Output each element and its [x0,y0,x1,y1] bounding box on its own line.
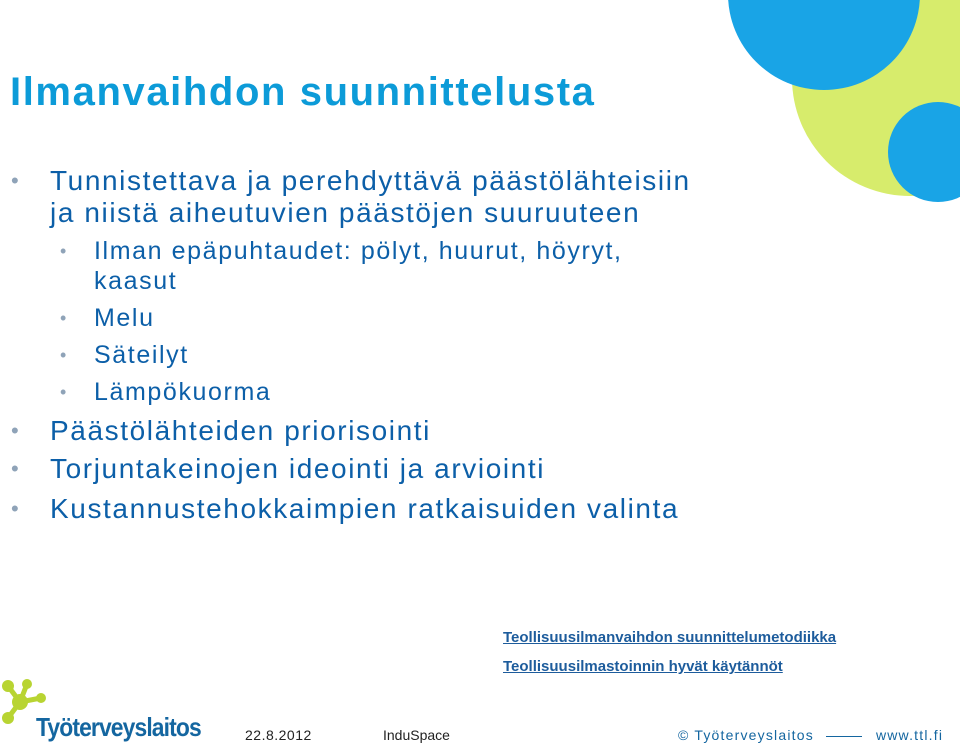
sub-bullet-item: • Säteilyt [0,340,700,370]
slide-title: Ilmanvaihdon suunnittelusta [10,70,596,114]
bullet-item: • Kustannustehokkaimpien ratkaisuiden valinta [0,493,700,525]
sub-bullet-item: • Lämpökuorma [0,377,700,407]
reference-links [503,629,836,675]
footer-website: www.ttl.fi [875,727,944,743]
sub-bullet-item: • Ilman epäpuhtaudet: pölyt, huurut, höyryt, kaasut [0,236,700,296]
footer-date: 22.8.2012 [245,727,312,743]
link-suunnittelumetodiikka[interactable]: Teollisuusilmanvaihdon suunnittelumetodiikka [503,629,837,646]
footer-project: InduSpace [383,727,450,743]
link-hyvat-kaytannot[interactable]: Teollisuusilmastoinnin hyvät käytännöt [503,658,783,675]
decorative-circles [720,0,960,210]
bullet-list [0,165,700,525]
footer-copyright [678,727,943,743]
copyright-text: © Työterveyslaitos [678,727,814,743]
bullet-item: • Torjuntakeinojen ideointi ja arviointi [0,453,700,485]
logo-wordmark: Työterveyslaitos [36,712,201,742]
bullet-item: • Tunnistettava ja perehdyttävä päästölähteisiin ja niistä aiheutuvien päästöjen suuruuteen [0,165,700,229]
footer-divider [826,736,862,737]
bullet-item: • Päästölähteiden priorisointi [0,415,700,447]
sub-bullet-item: • Melu [0,303,700,333]
